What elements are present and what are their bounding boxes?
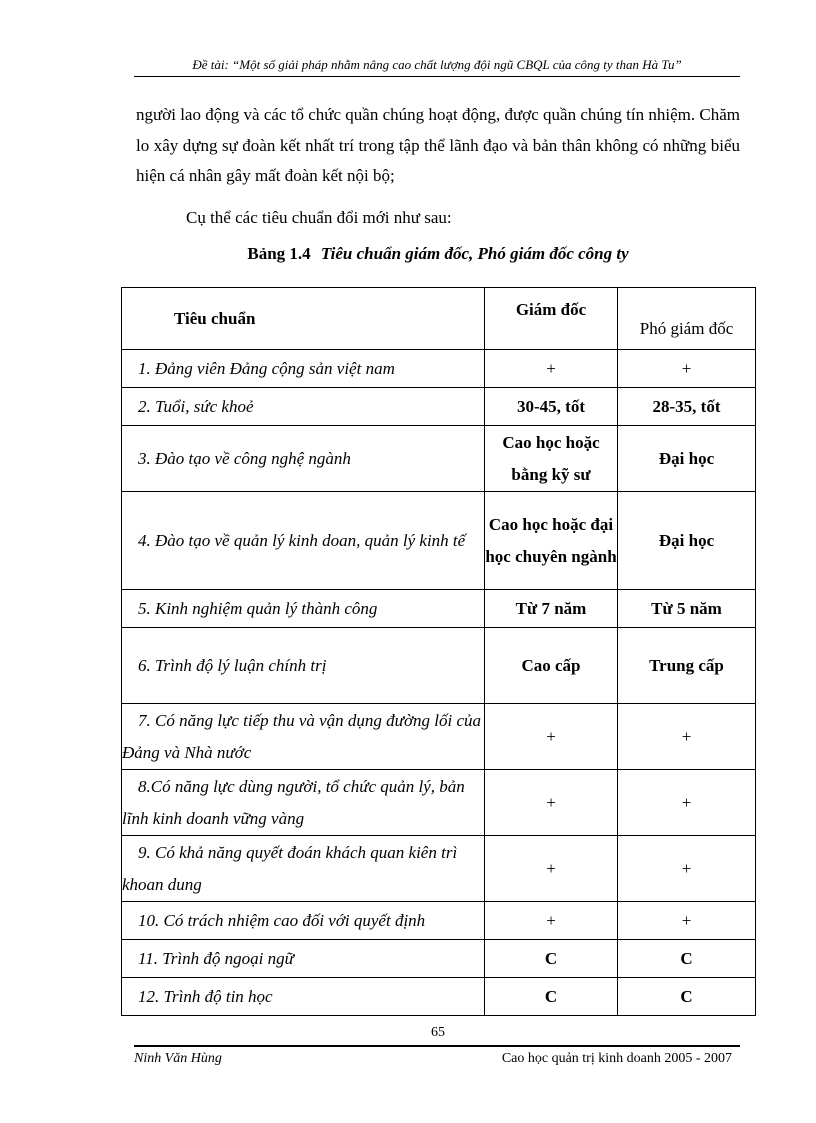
director-cell: C (485, 940, 618, 978)
table-row (122, 590, 756, 628)
table-row (122, 704, 756, 770)
footer-rule (134, 1045, 740, 1047)
criteria-cell: 7. Có năng lực tiếp thu và vận dụng đường lối của Đảng và Nhà nước (122, 704, 485, 770)
criteria-cell: 5. Kinh nghiệm quản lý thành công (122, 590, 485, 628)
director-cell: Cao cấp (485, 628, 618, 704)
deputy-cell: Đại học (618, 426, 756, 492)
table-row (122, 388, 756, 426)
table-caption (0, 244, 816, 264)
table-row (122, 836, 756, 902)
table-row (122, 492, 756, 590)
header-rule (134, 76, 740, 77)
table-row (122, 426, 756, 492)
deputy-cell: Trung cấp (618, 628, 756, 704)
deputy-cell: + (618, 704, 756, 770)
deputy-cell: + (618, 770, 756, 836)
criteria-cell: 1. Đảng viên Đảng cộng sản việt nam (122, 350, 485, 388)
table-row (122, 770, 756, 836)
deputy-cell: C (618, 940, 756, 978)
table-row (122, 978, 756, 1016)
deputy-cell: C (618, 978, 756, 1016)
body-paragraph-intro: Cụ thể các tiêu chuẩn đổi mới như sau: (186, 208, 452, 227)
director-cell: + (485, 704, 618, 770)
body-paragraph: người lao động và các tổ chức quần chúng hoạt động, được quần chúng tín nhiệm. Chăm lo xây dựng sự đoàn kết nhất trí trong tập thể lãnh đạo và bản thân không có những biểu hiện cá nhân gây mất đoàn kết nội bộ; (136, 105, 740, 185)
header-director: Giám đốc (485, 288, 618, 350)
page-number: 65 (431, 1025, 445, 1040)
director-cell: 30-45, tốt (485, 388, 618, 426)
criteria-cell: 6. Trình độ lý luận chính trị (122, 628, 485, 704)
table-row (122, 628, 756, 704)
criteria-cell: 10. Có trách nhiệm cao đối với quyết định (122, 902, 485, 940)
director-cell: + (485, 770, 618, 836)
header-deputy: Phó giám đốc (618, 288, 756, 350)
table-row (122, 350, 756, 388)
deputy-cell: Từ 5 năm (618, 590, 756, 628)
criteria-cell: 9. Có khả năng quyết đoán khách quan kiên trì khoan dung (122, 836, 485, 902)
running-header: Đề tài: “Một số giải pháp nhằm nâng cao chất lượng đội ngũ CBQL của công ty than Hà Tu” (192, 57, 682, 72)
deputy-cell: 28-35, tốt (618, 388, 756, 426)
footer-author: Ninh Văn Hùng (134, 1051, 222, 1066)
criteria-cell: 2. Tuổi, sức khoẻ (122, 388, 485, 426)
director-cell: + (485, 350, 618, 388)
director-cell: Cao học hoặc bằng kỹ sư (485, 426, 618, 492)
deputy-cell: Đại học (618, 492, 756, 590)
criteria-cell: 4. Đào tạo về quản lý kinh doan, quản lý kinh tế (122, 492, 485, 590)
table-header-row (122, 288, 756, 350)
director-cell: Cao học hoặc đại học chuyên ngành (485, 492, 618, 590)
table-row (122, 940, 756, 978)
deputy-cell: + (618, 836, 756, 902)
standards-table (121, 287, 756, 1016)
table-row (122, 902, 756, 940)
criteria-cell: 11. Trình độ ngoại ngữ (122, 940, 485, 978)
table-caption-title: Tiêu chuẩn giám đốc, Phó giám đốc công ty (320, 244, 629, 263)
footer-course: Cao học quản trị kinh doanh 2005 - 2007 (501, 1051, 732, 1066)
criteria-cell: 12. Trình độ tin học (122, 978, 485, 1016)
header-criteria: Tiêu chuẩn (122, 288, 485, 350)
criteria-cell: 3. Đào tạo về công nghệ ngành (122, 426, 485, 492)
criteria-cell: 8.Có năng lực dùng người, tổ chức quản lý, bản lĩnh kinh doanh vững vàng (122, 770, 485, 836)
director-cell: + (485, 902, 618, 940)
director-cell: C (485, 978, 618, 1016)
deputy-cell: + (618, 350, 756, 388)
deputy-cell: + (618, 902, 756, 940)
director-cell: Từ 7 năm (485, 590, 618, 628)
table-caption-label: Bảng 1.4 (247, 244, 311, 263)
director-cell: + (485, 836, 618, 902)
